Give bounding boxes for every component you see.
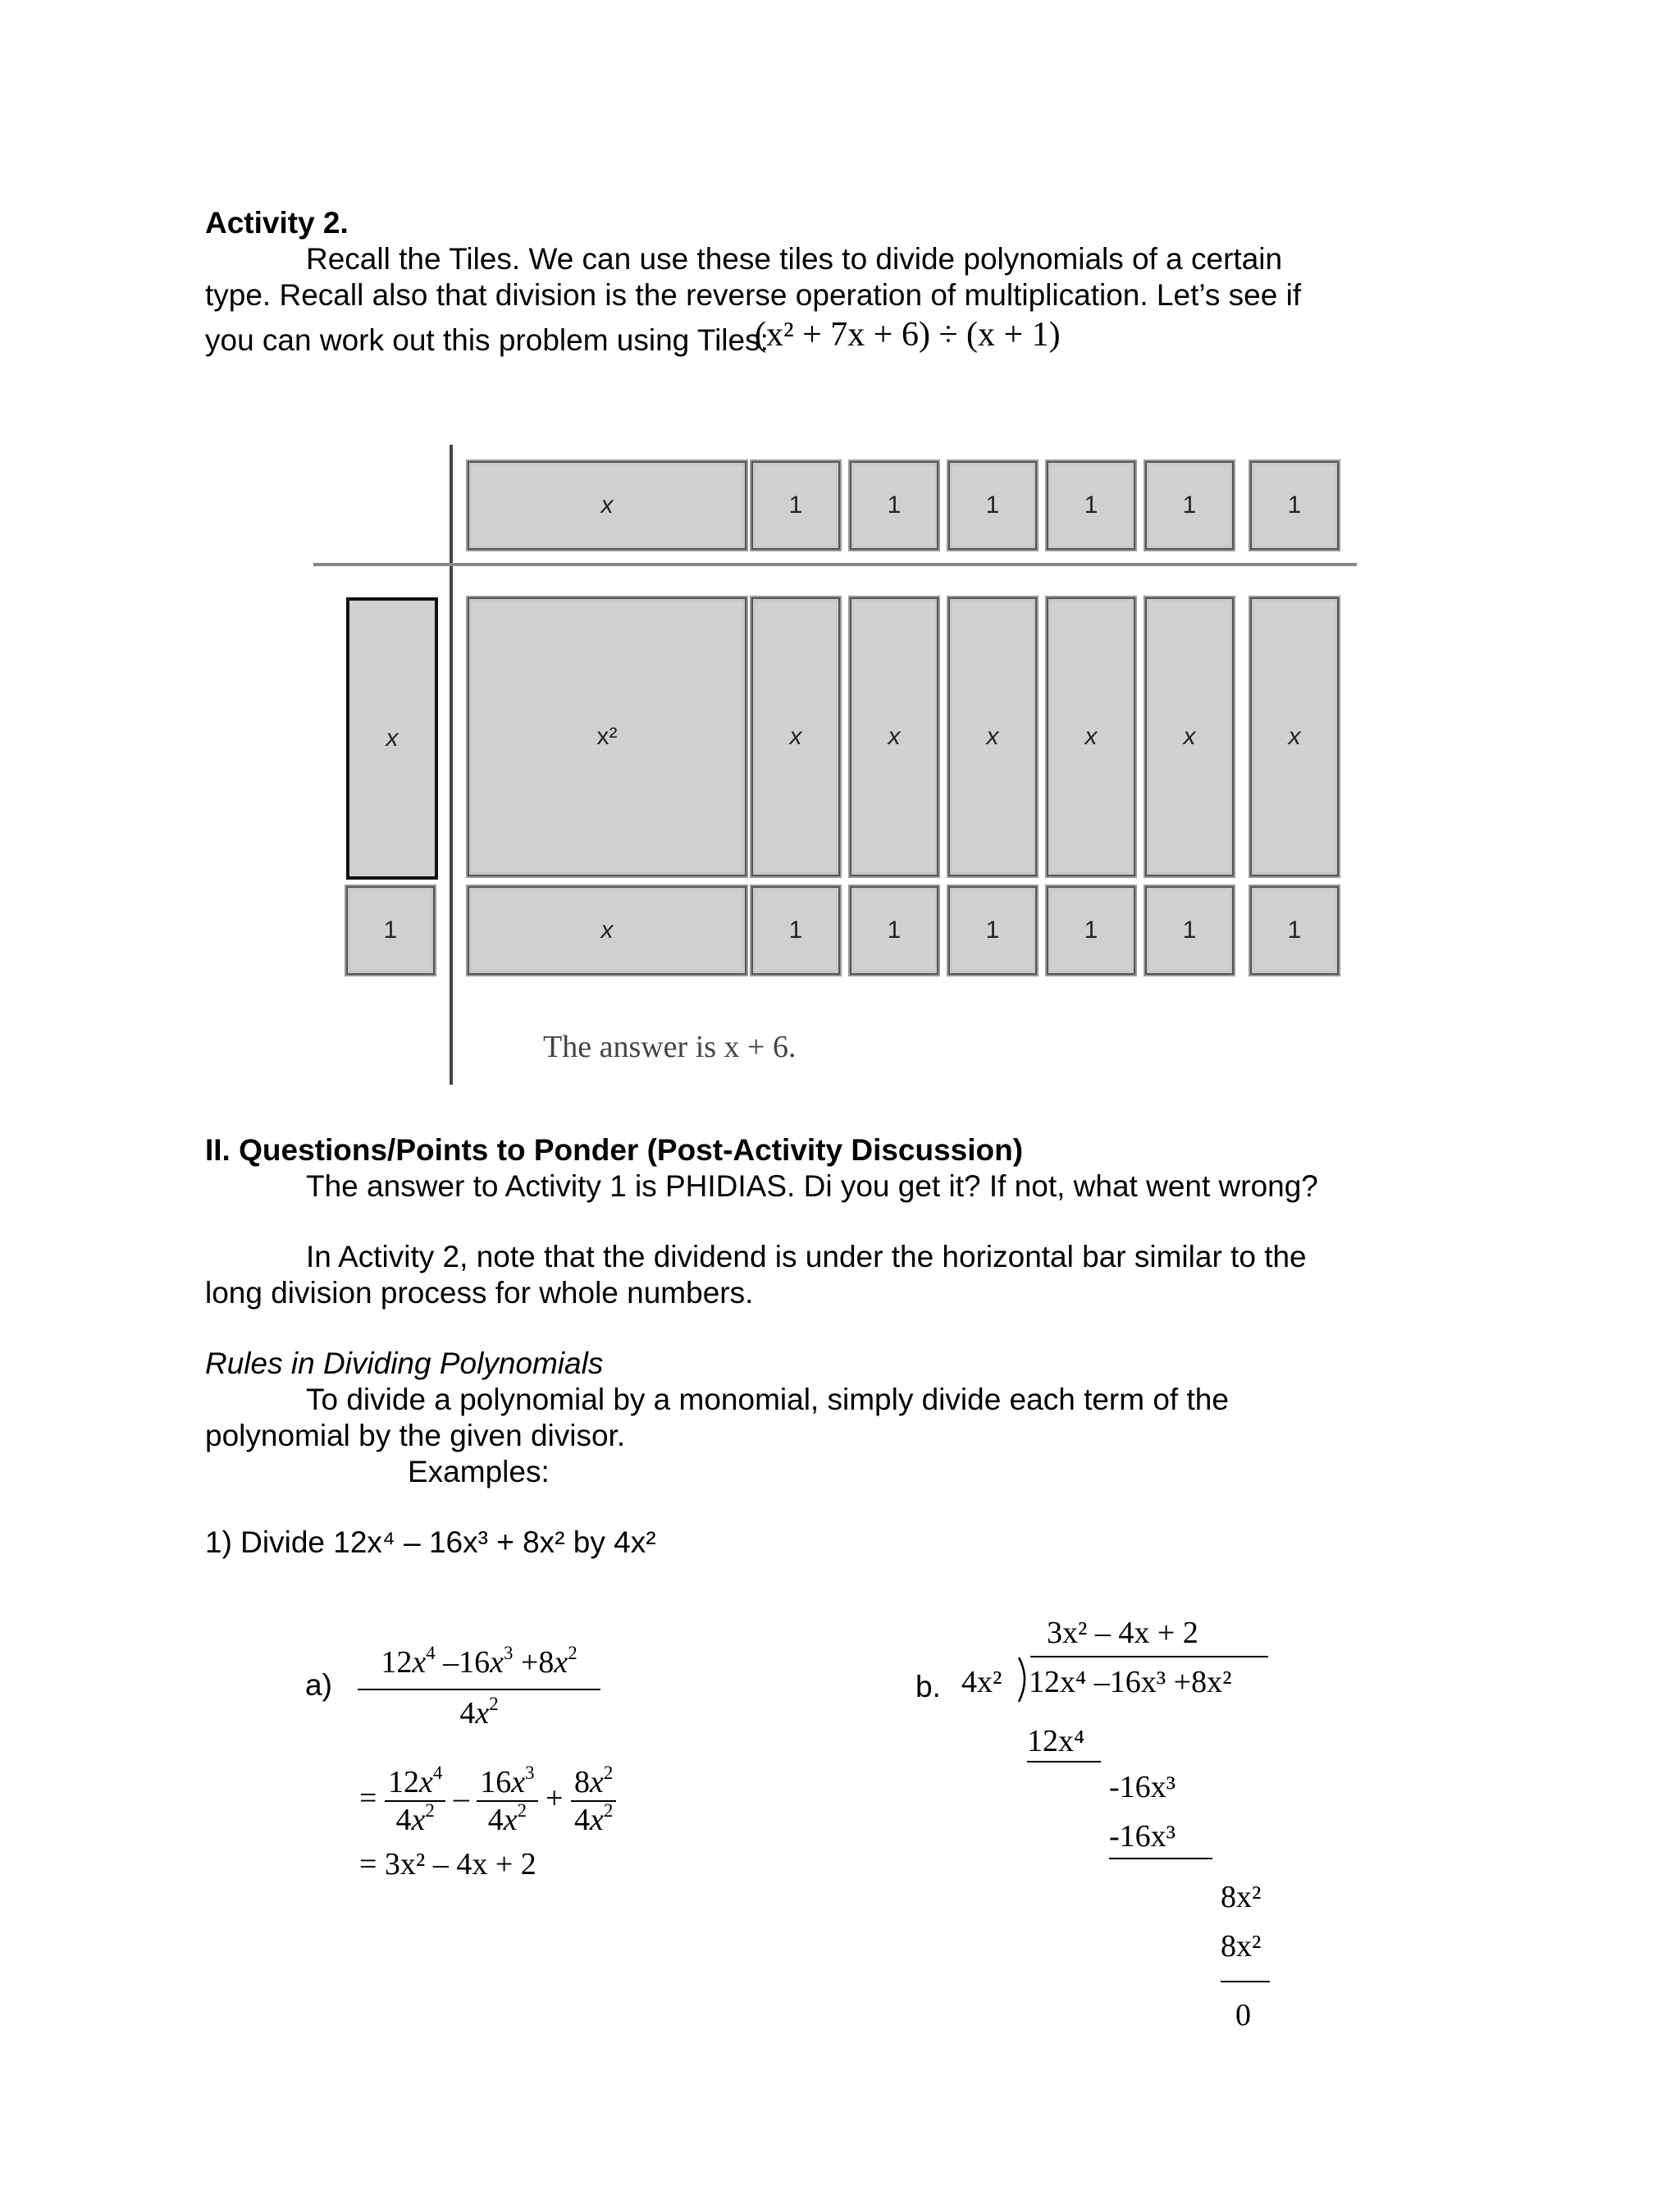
example-1: 1) Divide 12x⁴ – 16x³ + 8x² by 4x² (205, 1525, 656, 1559)
tile-bottom-1: 1 (751, 886, 840, 975)
solution-b-step4: 8x² (1221, 1880, 1262, 1914)
examples-label: Examples: (408, 1455, 550, 1488)
tile-middle-x: x (1250, 597, 1339, 876)
section-line2b: long division process for whole numbers. (205, 1276, 754, 1310)
tile-middle-x: x (751, 597, 840, 876)
activity-paragraph-line3: you can work out this problem using Tiles: (205, 323, 769, 357)
tile-bottom-x: x (468, 886, 746, 975)
solution-b-step3: -16x³ (1109, 1819, 1176, 1854)
tile-top-1: 1 (1250, 461, 1339, 550)
solution-b-step1: 12x⁴ (1027, 1724, 1085, 1758)
solution-b-division-bar (1030, 1656, 1268, 1657)
solution-a-denominator: $4x^2$ (459, 1694, 499, 1731)
vertical-axis (450, 445, 453, 1085)
tile-middle-x: x (850, 597, 938, 876)
section-line2a: In Activity 2, note that the dividend is under the horizontal bar similar to the (306, 1240, 1307, 1273)
solution-b-step5: 8x² (1221, 1929, 1262, 1964)
tile-x-squared: x² (468, 597, 746, 876)
solution-b-step2: -16x³ (1109, 1770, 1176, 1804)
activity-heading: Activity 2. (205, 206, 349, 240)
activity-problem: (x² + 7x + 6) ÷ (x + 1) (755, 316, 1061, 354)
section-heading: II. Questions/Points to Ponder (Post-Activity Discussion) (205, 1133, 1024, 1167)
tile-bottom-1: 1 (948, 886, 1037, 975)
horizontal-axis (313, 563, 1357, 566)
tile-middle-x: x (948, 597, 1037, 876)
tile-top-x: x (468, 461, 746, 550)
tile-top-1: 1 (948, 461, 1037, 550)
tile-top-1: 1 (1145, 461, 1234, 550)
divisor-tile-x: x (346, 597, 438, 880)
tile-bottom-1: 1 (1145, 886, 1234, 975)
solution-a-numerator: $12x^4$ $-16x^3 +8x^2$ (381, 1643, 578, 1680)
solution-b-divisor: 4x² (961, 1665, 1002, 1699)
rules-title: Rules in Dividing Polynomials (205, 1346, 604, 1380)
solution-a-step2: = $\frac{12x^4}{4x^2}$ – $\frac{16x^3}{4x^2}$ + $\frac{8x^2}{4x^2}$ (359, 1764, 616, 1838)
tile-bottom-1: 1 (1047, 886, 1135, 975)
solution-b-quotient: 3x² – 4x + 2 (1047, 1616, 1198, 1650)
tiles-answer: The answer is x + 6. (543, 1030, 797, 1064)
solution-b-step5-rule (1221, 1981, 1270, 1982)
solution-b-remainder: 0 (1235, 1998, 1251, 2032)
tile-bottom-1: 1 (1250, 886, 1339, 975)
tile-middle-x: x (1145, 597, 1234, 876)
tile-top-1: 1 (1047, 461, 1135, 550)
solution-b-step1-rule (1027, 1761, 1101, 1763)
solution-b-label: b. (915, 1670, 941, 1703)
rules-line1: To divide a polynomial by a monomial, simply divide each term of the (306, 1383, 1229, 1416)
tile-top-1: 1 (751, 461, 840, 550)
activity-paragraph-line1: Recall the Tiles. We can use these tiles to divide polynomials of a certain (306, 242, 1283, 276)
section-line1: The answer to Activity 1 is PHIDIAS. Di you get it? If not, what went wrong? (306, 1169, 1318, 1203)
solution-a-fraction-bar (358, 1689, 600, 1690)
tile-top-1: 1 (850, 461, 938, 550)
solution-a-result: = 3x² – 4x + 2 (359, 1847, 536, 1881)
tile-bottom-1: 1 (850, 886, 938, 975)
rules-line2: polynomial by the given divisor. (205, 1419, 626, 1452)
solution-b-dividend: 12x⁴ –16x³ +8x² (1029, 1665, 1232, 1699)
solution-a-label: a) (305, 1668, 332, 1702)
solution-b-step3-rule (1109, 1858, 1212, 1859)
tile-middle-x: x (1047, 597, 1135, 876)
divisor-tile-1: 1 (346, 886, 435, 975)
activity-paragraph-line2: type. Recall also that division is the reverse operation of multiplication. Let’s see if (205, 278, 1302, 312)
